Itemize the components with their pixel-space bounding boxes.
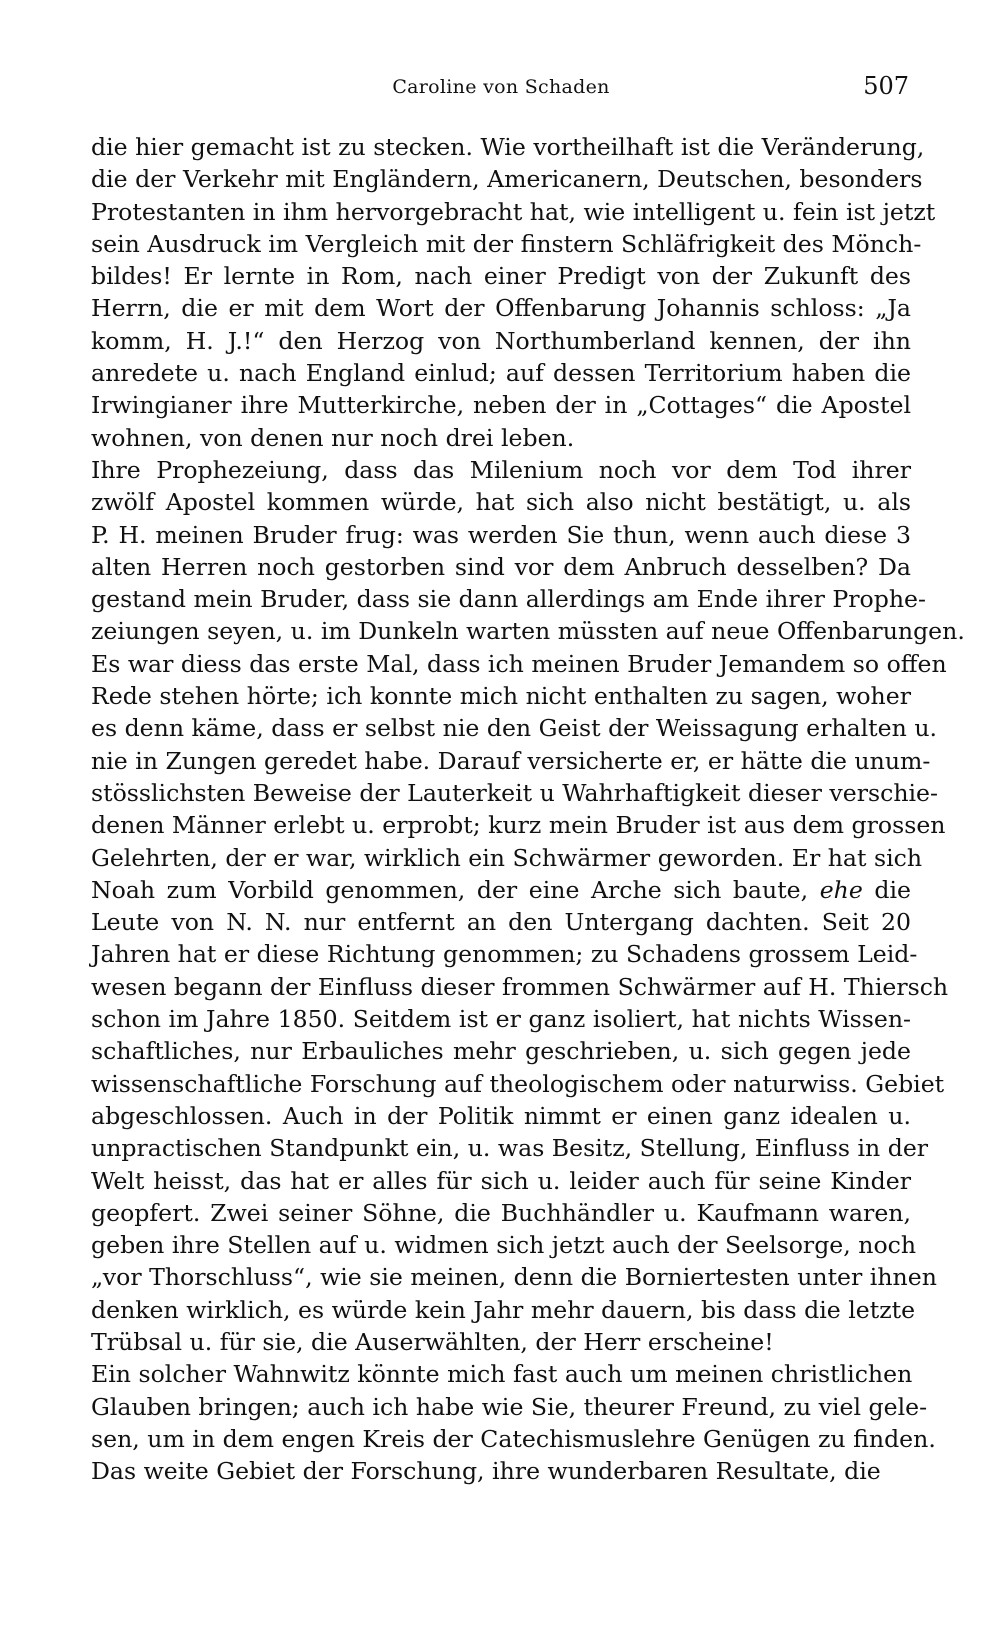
text-line: Jahren hat er diese Richtung genommen; zu Schadens grossem Leid- xyxy=(91,940,918,969)
text-line: Gelehrten, der er war, wirklich ein Schwärmer geworden. Er hat sich xyxy=(91,843,923,872)
text-line: die der Verkehr mit Engländern, Americanern, Deutschen, besonders xyxy=(91,165,923,194)
text-line: Glauben bringen; auch ich habe wie Sie, theurer Freund, zu viel gele- xyxy=(91,1392,928,1421)
text-line: zeiungen seyen, u. im Dunkeln warten müssten auf neue Offenbarungen. xyxy=(91,617,965,646)
text-line: zwölf Apostel kommen würde, hat sich also nicht bestätigt, u. als xyxy=(91,488,911,517)
text-line: wesen begann der Einfluss dieser frommen Schwärmer auf H. Thiersch xyxy=(91,972,949,1001)
text-line: Leute von N. N. nur entfernt an den Untergang dachten. Seit 20 xyxy=(91,908,911,937)
page-number: 507 xyxy=(863,72,909,100)
text-line: Protestanten in ihm hervorgebracht hat, wie intelligent u. fein ist jetzt xyxy=(91,197,936,226)
text-line: unpractischen Standpunkt ein, u. was Besitz, Stellung, Einfluss in der xyxy=(91,1134,929,1163)
text-line: die hier gemacht ist zu stecken. Wie vortheilhaft ist die Veränderung, xyxy=(91,133,925,161)
text-line: geopfert. Zwei seiner Söhne, die Buchhändler u. Kaufmann waren, xyxy=(91,1198,911,1227)
text-line: denen Männer erlebt u. erprobt; kurz mein Bruder ist aus dem grossen xyxy=(91,811,946,840)
text-line: stösslichsten Beweise der Lauterkeit u Wahrhaftigkeit dieser verschie- xyxy=(91,778,938,807)
text-line: abgeschlossen. Auch in der Politik nimmt er einen ganz idealen u. xyxy=(91,1101,911,1130)
text-line: wohnen, von denen nur noch drei leben. xyxy=(91,423,575,452)
text-line: P. H. meinen Bruder frug: was werden Sie thun, wenn auch diese 3 xyxy=(91,520,911,549)
text-line: bildes! Er lernte in Rom, nach einer Predigt von der Zukunft des xyxy=(91,262,911,291)
text-line: Ihre Prophezeiung, dass das Milenium noch vor dem Tod ihrer xyxy=(91,455,911,484)
running-title: Caroline von Schaden xyxy=(392,76,610,98)
text-line: anredete u. nach England einlud; auf dessen Territorium haben die xyxy=(91,359,911,388)
body-text xyxy=(91,131,965,1487)
emphasis: ehe xyxy=(819,875,863,904)
text-line: Welt heisst, das hat er alles für sich u. leider auch für seine Kinder xyxy=(91,1166,911,1195)
text-line: Noah zum Vorbild genommen, der eine Arche sich baute, ehe die xyxy=(91,875,911,904)
text-line: nie in Zungen geredet habe. Darauf versicherte er, er hätte die unum- xyxy=(91,746,931,775)
text-line: sein Ausdruck im Vergleich mit der finstern Schläfrigkeit des Mönch- xyxy=(91,229,922,258)
text-line: Irwingianer ihre Mutterkirche, neben der in „Cottages“ die Apostel xyxy=(91,391,911,420)
text-line: sen, um in dem engen Kreis der Catechismuslehre Genügen zu finden. xyxy=(91,1424,936,1453)
text-line: Trübsal u. für sie, die Auserwählten, der Herr erscheine! xyxy=(91,1327,774,1356)
text-line: Es war diess das erste Mal, dass ich meinen Bruder Jemandem so offen xyxy=(91,649,947,678)
text-line: schon im Jahre 1850. Seitdem ist er ganz isoliert, hat nichts Wissen- xyxy=(91,1005,911,1034)
text-line: Rede stehen hörte; ich konnte mich nicht enthalten zu sagen, woher xyxy=(91,682,911,711)
paragraph xyxy=(91,1358,936,1487)
text-line: schaftliches, nur Erbauliches mehr geschrieben, u. sich gegen jede xyxy=(91,1037,911,1066)
paragraph xyxy=(91,131,936,454)
text-line: Das weite Gebiet der Forschung, ihre wunderbaren Resultate, die xyxy=(91,1457,881,1486)
text-line: es denn käme, dass er selbst nie den Geist der Weissagung erhalten u. xyxy=(91,714,938,743)
text-line: „vor Thorschluss“, wie sie meinen, denn die Borniertesten unter ihnen xyxy=(91,1263,937,1292)
text-line: wissenschaftliche Forschung auf theologischem oder naturwiss. Gebiet xyxy=(91,1069,945,1098)
text-line: geben ihre Stellen auf u. widmen sich jetzt auch der Seelsorge, noch xyxy=(91,1231,917,1260)
text-line: denken wirklich, es würde kein Jahr mehr dauern, bis dass die letzte xyxy=(91,1295,916,1324)
running-header xyxy=(91,70,911,110)
text-line: komm, H. J.!“ den Herzog von Northumberland kennen, der ihn xyxy=(91,326,911,355)
text-line: Herrn, die er mit dem Wort der Offenbarung Johannis schloss: „Ja xyxy=(91,294,911,323)
text-line: Ein solcher Wahnwitz könnte mich fast auch um meinen christlichen xyxy=(91,1360,913,1389)
text-line: alten Herren noch gestorben sind vor dem Anbruch desselben? Da xyxy=(91,552,911,581)
paragraph xyxy=(91,454,965,1358)
text-line: gestand mein Bruder, dass sie dann allerdings am Ende ihrer Prophe- xyxy=(91,585,926,614)
